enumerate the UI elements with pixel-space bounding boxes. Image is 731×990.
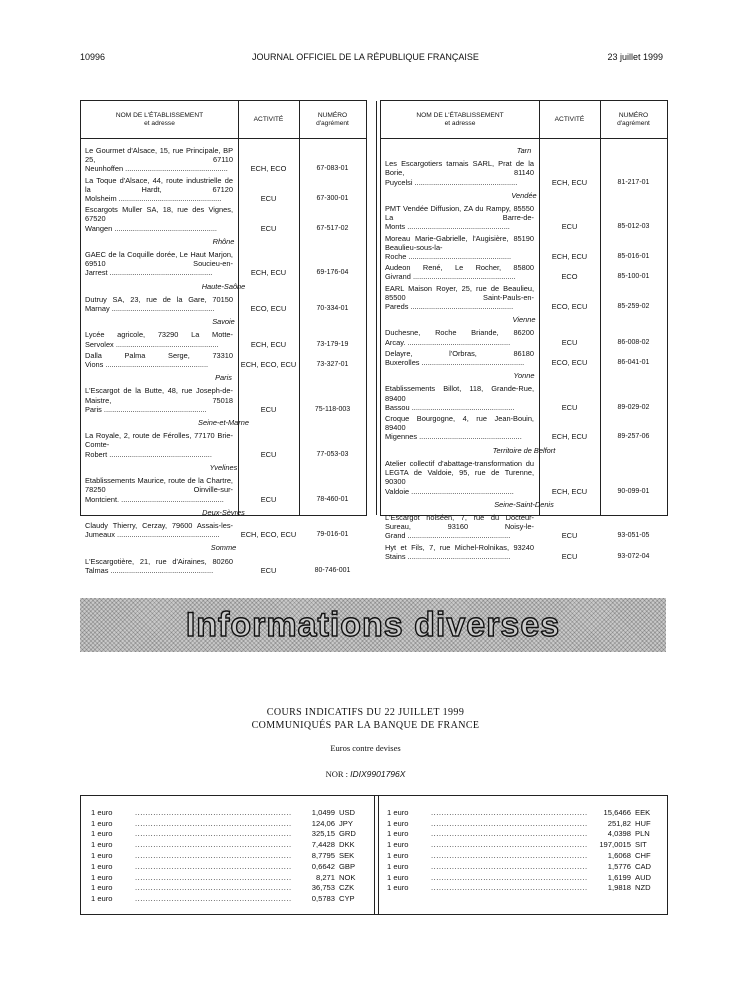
- rate-value: 1,9818: [607, 883, 631, 893]
- rate-value: 36,753: [311, 883, 335, 893]
- region-heading: Savoie: [212, 317, 235, 327]
- leader-dots: [431, 819, 587, 828]
- establishment-name: Escargots Muller SA, 18, rue des Vignes, 67520 Wangen .....: [81, 205, 238, 233]
- leader-dots: [135, 851, 291, 860]
- rates-title-line2: COMMUNIQUÉS PAR LA BANQUE DE FRANCE: [251, 720, 480, 731]
- establishment-number: 67-300-01: [316, 195, 349, 203]
- establishment-name: Claudy Thierry, Cerzay, 79600 Assais-les-Jumeaux .....: [81, 521, 238, 539]
- leader-dots: [431, 873, 587, 882]
- currency-code: GBP: [339, 861, 356, 871]
- nor-label: NOR :: [325, 769, 348, 779]
- establishment-activity: ECU: [561, 531, 578, 541]
- establishment-name: Hyt et Fils, 7, rue Michel-Rolnikas, 93240 Stains .....: [381, 543, 539, 561]
- establishments-table-left: [80, 100, 367, 575]
- establishment-name: La Toque d'Alsace, 44, route industrielle de la Hardt, 67120 Molsheim .....: [81, 176, 238, 204]
- rate-row: [387, 806, 657, 817]
- rates-title-line1: COURS INDICATIFS DU 22 JUILLET 1999: [266, 707, 465, 718]
- currency-code: AUD: [635, 872, 652, 882]
- establishment-number: 81-217-01: [617, 178, 650, 186]
- establishment-activity: ECH, ECU: [551, 252, 588, 262]
- rate-unit: 1 euro: [91, 883, 113, 893]
- currency-code: SIT: [635, 840, 647, 850]
- region-heading: Seine-et-Marne: [198, 418, 249, 428]
- establishment-name: Duchesne, Roche Briande, 86200 Arcay. .....: [381, 328, 539, 346]
- rate-row: [387, 838, 657, 849]
- establishment-number: 86-041-01: [617, 359, 650, 367]
- journal-title: JOURNAL OFFICIEL DE LA RÉPUBLIQUE FRANÇAISE: [252, 52, 479, 62]
- rate-unit: 1 euro: [91, 861, 113, 871]
- establishment-number: 67-083-01: [316, 165, 349, 173]
- currency-code: CAD: [635, 861, 652, 871]
- rate-value: 1,5776: [607, 861, 631, 871]
- rate-unit: 1 euro: [387, 807, 409, 817]
- establishment-row: [81, 205, 366, 233]
- currency-code: CHF: [635, 850, 651, 860]
- rate-value: 8,7795: [311, 850, 335, 860]
- rate-unit: 1 euro: [91, 807, 113, 817]
- rate-value: 251,82: [607, 818, 631, 828]
- establishment-activity: ECH, ECU: [551, 432, 588, 442]
- rate-value: 197,0015: [599, 840, 631, 850]
- establishment-number: 85-012-03: [617, 223, 650, 231]
- establishment-name: Etablissements Billot, 118, Grande-Rue, 89400 Bassou .....: [381, 384, 539, 412]
- establishment-row: [381, 263, 667, 281]
- region-heading: Somme: [210, 543, 237, 553]
- leader-dots: [135, 873, 291, 882]
- rates-column-right: [387, 806, 657, 892]
- establishment-name: Audeon René, Le Rocher, 85800 Givrand .....: [381, 263, 539, 281]
- rate-unit: 1 euro: [387, 872, 409, 882]
- rate-row: [387, 849, 657, 860]
- establishment-activity: ECO, ECU: [250, 304, 287, 314]
- nor-reference: [0, 769, 731, 779]
- rate-unit: 1 euro: [91, 840, 113, 850]
- rate-unit: 1 euro: [91, 850, 113, 860]
- establishment-row: [381, 284, 667, 312]
- establishments-list-right: [381, 144, 667, 563]
- currency-code: DKK: [339, 840, 355, 850]
- establishment-row: [381, 204, 667, 232]
- establishment-number: 79-016-01: [316, 531, 349, 539]
- currency-code: NZD: [635, 883, 651, 893]
- rate-unit: 1 euro: [91, 818, 113, 828]
- establishment-activity: ECU: [260, 494, 277, 504]
- currency-code: PLN: [635, 829, 650, 839]
- region-heading: Yonne: [513, 371, 535, 381]
- rate-unit: 1 euro: [387, 861, 409, 871]
- establishment-row: [381, 414, 667, 442]
- leader-dots: [135, 819, 291, 828]
- rate-row: [91, 806, 361, 817]
- region-heading: Haute-Saône: [201, 281, 246, 291]
- column-header-name: NOM DE L'ÉTABLISSEMENT et adresse: [115, 112, 204, 127]
- establishment-row: [81, 176, 366, 204]
- establishment-number: 85-259-02: [617, 303, 650, 311]
- establishment-name: GAEC de la Coquille dorée, Le Haut Marjon, 69510 Soucieu-en-Jarrest .....: [81, 250, 238, 278]
- establishment-row: [81, 521, 366, 539]
- rate-value: 1,6068: [607, 850, 631, 860]
- establishment-number: 89-029-02: [617, 403, 650, 411]
- region-heading: Seine-Saint-Denis: [494, 499, 554, 509]
- establishments-table-right: [380, 100, 668, 561]
- region-heading: Vienne: [512, 315, 536, 325]
- leader-dots: [135, 808, 291, 817]
- region-heading: Yvelines: [209, 462, 238, 472]
- column-header-name: NOM DE L'ÉTABLISSEMENT et adresse: [416, 112, 504, 127]
- establishment-row: [381, 328, 667, 346]
- leader-dots: [431, 862, 587, 871]
- rate-unit: 1 euro: [387, 840, 409, 850]
- establishment-name: Dalla Palma Serge, 73310 Vions .....: [81, 351, 238, 369]
- leader-dots: [431, 840, 587, 849]
- establishment-activity: ECH, ECO: [250, 164, 287, 174]
- rate-unit: 1 euro: [387, 850, 409, 860]
- rate-unit: 1 euro: [387, 883, 409, 893]
- establishment-name: Dutruy SA, 23, rue de la Gare, 70150 Marnay .....: [81, 295, 238, 313]
- rate-value: 0,5783: [311, 894, 335, 904]
- leader-dots: [431, 808, 587, 817]
- establishment-name: Moreau Marie-Gabrielle, l'Augisière, 85190 Beaulieu-sous-la-Roche .....: [381, 234, 539, 262]
- establishment-number: 73-179-19: [316, 340, 349, 348]
- section-title: Informations diverses: [185, 606, 561, 644]
- section-banner: [80, 598, 666, 652]
- establishment-row: [81, 330, 366, 348]
- establishment-name: L'Escargotière, 21, rue d'Airaines, 80260 Talmas .....: [81, 557, 238, 575]
- establishment-row: [381, 349, 667, 367]
- rate-unit: 1 euro: [91, 894, 113, 904]
- rate-row: [91, 838, 361, 849]
- region-heading: Paris: [215, 373, 232, 383]
- exchange-rates-table: [80, 795, 668, 915]
- establishment-row: [81, 386, 366, 414]
- leader-dots: [431, 851, 587, 860]
- currency-code: SEK: [339, 850, 355, 860]
- establishment-number: 93-051-05: [617, 532, 650, 540]
- establishment-number: 77-053-03: [316, 450, 349, 458]
- column-header-activity: ACTIVITÉ: [554, 116, 585, 123]
- establishment-number: 67-517-02: [316, 224, 349, 232]
- rate-row: [91, 849, 361, 860]
- establishment-name: EARL Maison Royer, 25, rue de Beaulieu, 85500 Saint-Pauls-en-Pareds .....: [381, 284, 539, 312]
- establishment-number: 73-327-01: [316, 361, 349, 369]
- establishment-activity: ECH, ECU: [551, 177, 588, 187]
- rate-value: 124,06: [311, 818, 335, 828]
- establishment-activity: ECU: [260, 194, 277, 204]
- establishment-number: 85-016-01: [617, 253, 650, 261]
- rate-unit: 1 euro: [387, 818, 409, 828]
- establishment-row: [381, 513, 667, 541]
- establishment-activity: ECO, ECU: [551, 302, 588, 312]
- leader-dots: [135, 862, 291, 871]
- establishment-number: 78-460-01: [316, 495, 349, 503]
- rate-unit: 1 euro: [91, 829, 113, 839]
- establishment-activity: ECH, ECU: [250, 339, 287, 349]
- establishment-number: 80-746-001: [314, 566, 351, 574]
- establishment-number: 93-072-04: [617, 552, 650, 560]
- rate-row: [91, 828, 361, 839]
- establishment-number: 69-176-04: [316, 269, 349, 277]
- establishment-activity: ECO, ECU: [551, 358, 588, 368]
- leader-dots: [135, 829, 291, 838]
- rate-row: [387, 871, 657, 882]
- region-heading: Rhône: [212, 236, 235, 246]
- currency-code: JPY: [339, 818, 353, 828]
- rate-row: [91, 860, 361, 871]
- rate-unit: 1 euro: [387, 829, 409, 839]
- establishment-name: La Royale, 2, route de Férolles, 77170 Brie-Comte-Robert .....: [81, 431, 238, 459]
- rate-value: 4,0398: [607, 829, 631, 839]
- establishment-activity: ECU: [561, 222, 578, 232]
- column-header-number: NUMÉRO d'agrément: [617, 112, 650, 127]
- currency-code: HUF: [635, 818, 651, 828]
- leader-dots: [431, 883, 587, 892]
- establishment-row: [81, 250, 366, 278]
- nor-value: IDIX9901796X: [350, 769, 406, 779]
- establishment-name: L'Escargot de la Butte, 48, rue Joseph-de-Maistre, 75018 Paris .....: [81, 386, 238, 414]
- establishment-row: [81, 476, 366, 504]
- establishment-row: [81, 557, 366, 575]
- establishment-name: Le Gourmet d'Alsace, 15, rue Principale, BP 25, 67110 Neunhoffen .....: [81, 146, 238, 174]
- rate-value: 325,15: [311, 829, 335, 839]
- establishment-activity: ECH, ECO, ECU: [240, 360, 297, 370]
- region-heading: Territoire de Belfort: [492, 445, 556, 455]
- establishment-name: Delayre, l'Orbras, 86180 Buxerolles .....: [381, 349, 539, 367]
- currency-code: CZK: [339, 883, 355, 893]
- establishment-activity: ECH, ECU: [551, 486, 588, 496]
- rate-row: [91, 817, 361, 828]
- region-heading: Tarn: [516, 146, 532, 155]
- leader-dots: [135, 883, 291, 892]
- establishment-name: Etablissements Maurice, route de la Chartre, 78250 Oinville-sur-Montcient. .....: [81, 476, 238, 504]
- establishment-activity: ECH, ECO, ECU: [240, 530, 297, 540]
- region-heading: Vendée: [511, 190, 537, 200]
- rates-subtitle: Euros contre devises: [330, 743, 401, 753]
- establishment-activity: ECU: [561, 337, 578, 347]
- establishment-number: 70-334-01: [316, 305, 349, 313]
- establishment-row: [381, 543, 667, 561]
- establishment-row: [381, 234, 667, 262]
- establishment-number: 90-099-01: [617, 487, 650, 495]
- leader-dots: [135, 840, 291, 849]
- establishment-row: [81, 351, 366, 369]
- rate-unit: 1 euro: [91, 872, 113, 882]
- establishment-activity: ECU: [561, 551, 578, 561]
- currency-code: USD: [339, 807, 356, 817]
- rate-value: 1,0499: [311, 807, 335, 817]
- page-number: 10996: [80, 52, 106, 62]
- leader-dots: [431, 829, 587, 838]
- establishment-name: L'Escargot noiséen, 7, rue du Docteur-Sureau, 93160 Noisy-le-Grand .....: [381, 513, 539, 541]
- establishment-activity: ECU: [561, 402, 578, 412]
- establishment-activity: ECO: [561, 272, 578, 282]
- establishment-number: 86-008-02: [617, 338, 650, 346]
- establishment-number: 75-118-003: [314, 405, 351, 413]
- establishment-number: 89-257-06: [617, 433, 650, 441]
- rate-value: 0,6642: [311, 861, 335, 871]
- publication-date: 23 juillet 1999: [607, 52, 663, 62]
- establishment-activity: ECU: [260, 565, 277, 575]
- establishment-activity: ECU: [260, 223, 277, 233]
- establishment-activity: ECU: [260, 449, 277, 459]
- rate-value: 1,6199: [607, 872, 631, 882]
- column-header-activity: ACTIVITÉ: [253, 116, 284, 123]
- establishment-row: [381, 459, 667, 496]
- establishment-name: Atelier collectif d'abattage-transformation du LEGTA de Valdoie, 95, rue de Turenne, 90300 Valdoie .....: [381, 459, 539, 496]
- rate-value: 8,271: [315, 872, 335, 882]
- rate-value: 15,6466: [603, 807, 631, 817]
- rate-row: [387, 828, 657, 839]
- rate-row: [91, 871, 361, 882]
- rates-column-left: [91, 806, 361, 903]
- establishment-row: [81, 431, 366, 459]
- rate-row: [91, 892, 361, 903]
- establishment-name: Croque Bourgogne, 4, rue Jean-Bouin, 89400 Migennes .....: [381, 414, 539, 442]
- establishment-activity: ECH, ECU: [250, 268, 287, 278]
- establishment-name: Les Escargotiers tarnais SARL, Prat de la Borie, 81140 Puycelsi .....: [381, 159, 539, 187]
- rate-row: [387, 860, 657, 871]
- establishment-name: PMT Vendée Diffusion, ZA du Rampy, 85550 La Barre-de-Monts .....: [381, 204, 539, 232]
- establishment-number: 85-100-01: [617, 273, 650, 281]
- establishment-activity: ECU: [260, 404, 277, 414]
- rate-row: [91, 882, 361, 893]
- leader-dots: [135, 894, 291, 903]
- rate-row: [387, 882, 657, 893]
- currency-code: EEK: [635, 807, 651, 817]
- region-heading: Deux-Sèvres: [202, 507, 245, 517]
- establishment-name: Lycée agricole, 73290 La Motte-Servolex .....: [81, 330, 238, 348]
- currency-code: NOK: [339, 872, 356, 882]
- establishment-row: [81, 295, 366, 313]
- currency-code: CYP: [339, 894, 355, 904]
- currency-code: GRD: [339, 829, 356, 839]
- column-header-number: NUMÉRO d'agrément: [316, 112, 349, 127]
- establishment-row: [381, 384, 667, 412]
- rate-value: 7,4428: [311, 840, 335, 850]
- establishment-row: [381, 159, 667, 187]
- establishment-row: [81, 146, 366, 174]
- establishments-list-left: [81, 146, 366, 577]
- rate-row: [387, 817, 657, 828]
